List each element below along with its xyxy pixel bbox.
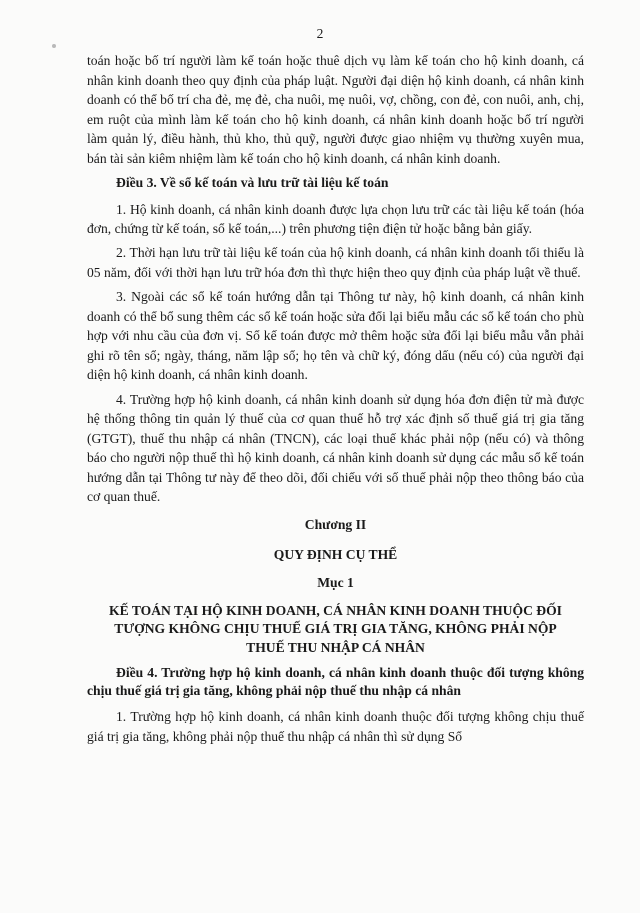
chapter-label: Chương II bbox=[304, 517, 367, 533]
article-3-clause-3: 3. Ngoài các sổ kế toán hướng dẫn tại Thông tư này, hộ kinh doanh, cá nhân kinh doanh có thể bổ sung thêm các sổ kế toán hoặc sửa đổi lại biểu mẫu các sổ kế toán cho phù hợp với nhu cầu của đơn vị. Sổ kế toán được mở thêm hoặc sửa đổi lại biểu mẫu vẫn phải ghi rõ tên sổ; ngày, tháng, năm lập sổ; họ tên và chữ ký, đóng dấu (nếu có) của người đại diện hộ kinh doanh, cá nhân kinh doanh. bbox=[87, 289, 584, 383]
article-4-heading: Điều 4. Trường hợp hộ kinh doanh, cá nhân kinh doanh thuộc đối tượng không chịu thuế giá trị gia tăng, không phải nộp thuế thu nhập cá nhân bbox=[87, 664, 584, 699]
chapter-title: QUY ĐỊNH CỤ THỂ bbox=[273, 546, 398, 562]
page-number: 2 bbox=[316, 26, 324, 41]
document-body bbox=[87, 51, 584, 751]
section-title: KẾ TOÁN TẠI HỘ KINH DOANH, CÁ NHÂN KINH DOANH THUỘC ĐỐI TƯỢNG KHÔNG CHỊU THUẾ GIÁ TRỊ GIA TĂNG, KHÔNG PHẢI NỘP THUẾ THU NHẬP CÁ NHÂN bbox=[109, 602, 562, 656]
article-3-heading: Điều 3. Về sổ kế toán và lưu trữ tài liệu kế toán bbox=[116, 175, 389, 191]
article-3-clause-4: 4. Trường hợp hộ kinh doanh, cá nhân kinh doanh sử dụng hóa đơn điện tử mà được hệ thống thông tin quản lý thuế của cơ quan thuế hỗ trợ xác định số thuế giá trị gia tăng (GTGT), thuế thu nhập cá nhân (TNCN), các loại thuế khác phải nộp (nếu có) và thông báo cho người nộp thuế thì hộ kinh doanh, cá nhân kinh doanh sử dụng các mẫu sổ kế toán hướng dẫn tại Thông tư này để theo dõi, đối chiếu với số thuế phải nộp theo thông báo của cơ quan thuế. bbox=[87, 391, 584, 505]
article-3-clause-1: 1. Hộ kinh doanh, cá nhân kinh doanh được lựa chọn lưu trữ các tài liệu kế toán (hóa đơn, chứng từ kế toán, sổ kế toán,...) trên phương tiện điện tử hoặc bằng bản giấy. bbox=[87, 201, 584, 237]
article-3-clause-2: 2. Thời hạn lưu trữ tài liệu kế toán của hộ kinh doanh, cá nhân kinh doanh tối thiểu là 05 năm, đối với thời hạn lưu trữ hóa đơn thì thực hiện theo quy định của pháp luật về thuế. bbox=[87, 245, 584, 280]
scan-speck bbox=[52, 44, 56, 48]
paragraph-continuation: toán hoặc bố trí người làm kế toán hoặc thuê dịch vụ làm kế toán cho hộ kinh doanh, cá nhân kinh doanh theo quy định của pháp luật. Người đại diện hộ kinh doanh, cá nhân kinh doanh có thể bố trí cha đẻ, mẹ đẻ, cha nuôi, mẹ nuôi, vợ, chồng, con đẻ, con nuôi, anh, chị, em ruột của mình làm kế toán cho hộ kinh doanh, cá nhân kinh doanh hoặc bố trí người làm quản lý, điều hành, thủ kho, thủ quỹ, người được giao nhiệm vụ thường xuyên mua, bán tài sản kiêm nhiệm làm kế toán cho hộ kinh doanh, cá nhân kinh doanh. bbox=[87, 53, 584, 166]
section-label: Mục 1 bbox=[317, 575, 354, 591]
article-4-clause-1: 1. Trường hợp hộ kinh doanh, cá nhân kinh doanh thuộc đối tượng không chịu thuế giá trị gia tăng, không phải nộp thuế thu nhập cá nhân thì sử dụng Sổ bbox=[87, 709, 584, 744]
